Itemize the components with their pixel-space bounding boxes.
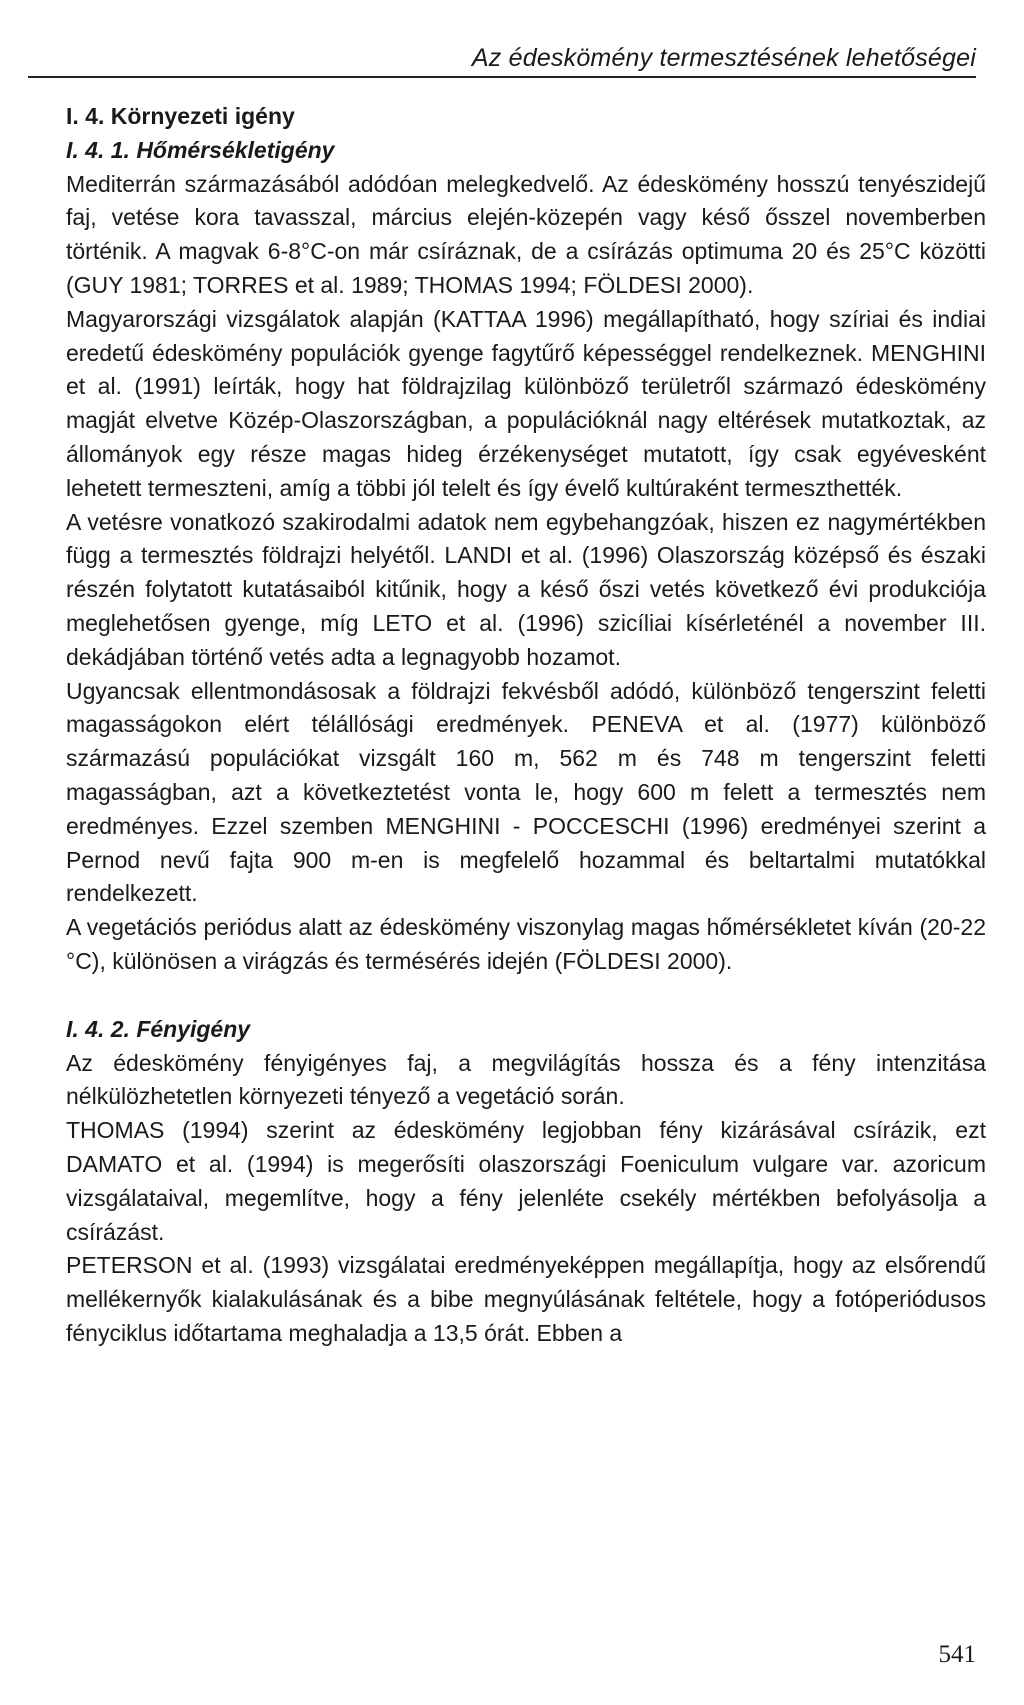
paragraph-light-3: PETERSON et al. (1993) vizsgálatai eredményeképpen megállapítja, hogy az elsőrendű mellékernyők kialakulásának és a bibe megnyúlásának feltétele, hogy a fotóperiódusos fényciklus időtartama meghaladja a 13,5 órát. Ebben a [66, 1252, 986, 1346]
paragraph-temperature-1: Mediterrán származásából adódóan melegkedvelő. Az édeskömény hosszú tenyészidejű faj, vetése kora tavasszal, március elején-közepén vagy késő ősszel novemberben történik. A magvak 6-8°C-on már csíráznak, de a csírázás optimuma 20 és 25°C közötti (GUY 1981; TORRES et al. 1989; THOMAS 1994; FÖLDESI 2000). [66, 170, 986, 298]
subsection-heading-light: I. 4. 2. Fényigény [66, 1015, 251, 1042]
subsection-heading-temperature: I. 4. 1. Hőmérsékletigény [66, 136, 335, 163]
page-body [66, 100, 986, 1351]
section-heading: I. 4. Környezeti igény [66, 103, 295, 129]
paragraph-temperature-3: A vetésre vonatkozó szakirodalmi adatok nem egybehangzóak, hiszen ez nagymértékben függ a termesztés földrajzi helyétől. LANDI et al. (1996) Olaszország középső és északi részén folytatott kutatásaiból kitűnik, hogy a késő őszi vetés következő évi produkciója meglehetősen gyenge, míg LETO et al. (1996) szicíliai kísérleténél a november III. dekádjában történő vetés adta a legnagyobb hozamot. [66, 508, 986, 670]
paragraph-light-2: THOMAS (1994) szerint az édeskömény legjobban fény kizárásával csírázik, ezt DAMATO et al. (1994) is megerősíti olaszországi Foeniculum vulgare var. azoricum vizsgálataival, megemlítve, hogy a fény jelenléte csekély mértékben befolyásolja a csírázást. [66, 1117, 986, 1245]
page-number: 541 [938, 1641, 976, 1668]
running-head: Az édeskömény termesztésének lehetőségei [471, 44, 976, 72]
paragraph-temperature-2: Magyarországi vizsgálatok alapján (KATTAA 1996) megállapítható, hogy szíriai és indiai eredetű édeskömény populációk gyenge fagytűrő képességgel rendelkeznek. MENGHINI et al. (1991) leírták, hogy hat földrajzilag különböző területről származó édeskömény magját elvetve Közép-Olaszországban, a populációknál nagy eltérések mutatkoztak, az állományok egy része magas hideg érzékenységet mutatott, így csak egyévesként lehetett termeszteni, amíg a többi jól telelt és így évelő kultúraként termeszthették. [66, 305, 986, 501]
paragraph-light-1: Az édeskömény fényigényes faj, a megvilágítás hossza és a fény intenzitása nélkülözhetetlen környezeti tényező a vegetáció során. [66, 1049, 986, 1110]
paragraph-temperature-4: Ugyancsak ellentmondásosak a földrajzi fekvésből adódó, különböző tengerszint feletti magasságokon elért télállósági eredmények. PENEVA et al. (1977) különböző származású populációkat vizsgált 160 m, 562 m és 748 m tengerszint feletti magasságban, azt a következtetést vonta le, hogy 600 m felett a termesztés nem eredményes. Ezzel szemben MENGHINI - POCCESCHI (1996) eredményei szerint a Pernod nevű fajta 900 m-en is megfelelő hozammal és beltartalmi mutatókkal rendelkezett. [66, 677, 986, 907]
paragraph-temperature-5: A vegetációs periódus alatt az édeskömény viszonylag magas hőmérsékletet kíván (20-22 °C), különösen a virágzás és termésérés idején (FÖLDESI 2000). [66, 914, 986, 974]
section-gap [66, 979, 986, 1013]
header-rule [28, 76, 976, 78]
